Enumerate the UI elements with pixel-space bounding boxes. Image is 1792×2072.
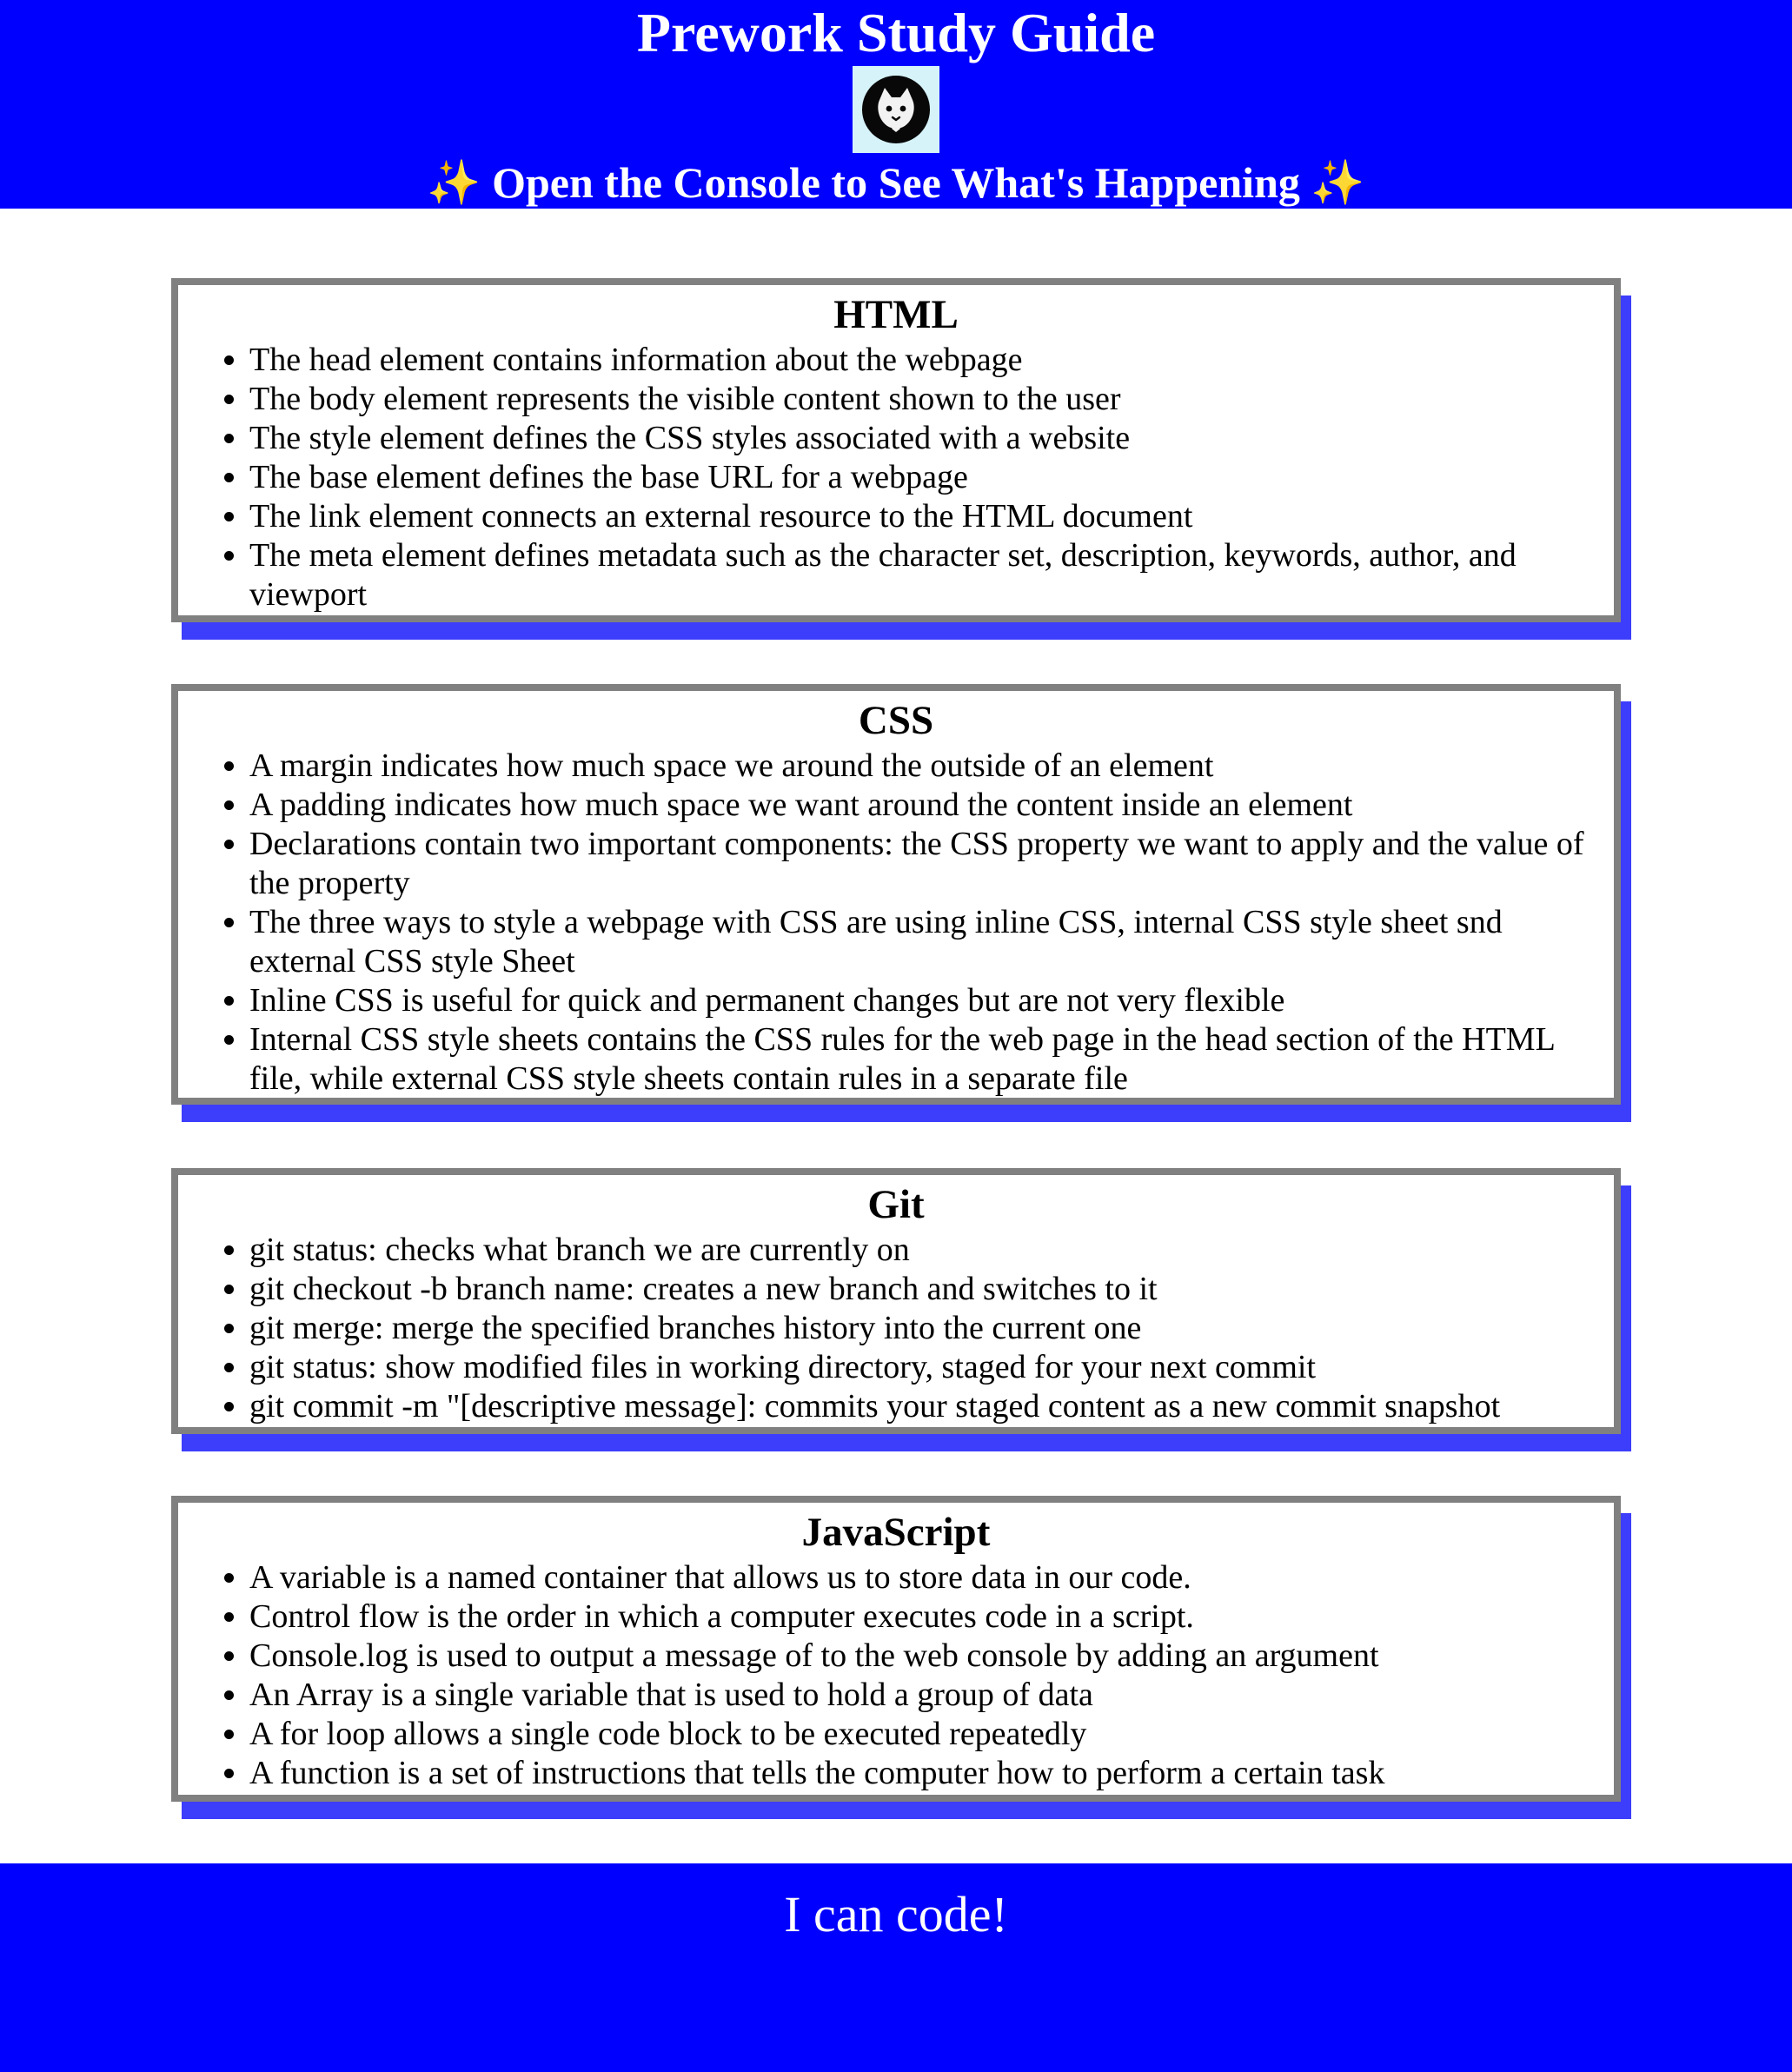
list-item: • The link element connects an external resource to the HTML document xyxy=(249,497,1614,536)
list-item: • The three ways to style a webpage with CSS are using inline CSS, internal CSS style sheet snd external CSS style Sheet xyxy=(249,903,1614,981)
css-section-title: CSS xyxy=(858,698,934,743)
list-item: • The head element contains information about the webpage xyxy=(249,341,1614,380)
list-item: • A variable is a named container that allows us to store data in our code. xyxy=(249,1558,1614,1597)
console-hint xyxy=(0,155,1792,210)
list-item: • git status: checks what branch we are currently on xyxy=(249,1231,1614,1270)
list-item: • git checkout -b branch name: creates a new branch and switches to it xyxy=(249,1270,1614,1309)
list-item: • Control flow is the order in which a computer executes code in a script. xyxy=(249,1597,1614,1637)
git-section xyxy=(171,1168,1621,1434)
list-item: • The meta element defines metadata such as the character set, description, keywords, author, and viewport xyxy=(249,536,1614,614)
list-item: • git merge: merge the specified branches history into the current one xyxy=(249,1309,1614,1348)
list-item: • Internal CSS style sheets contains the CSS rules for the web page in the head section of the HTML file, while external CSS style sheets contain rules in a separate file xyxy=(249,1020,1614,1099)
list-item: • git status: show modified files in working directory, staged for your next commit xyxy=(249,1348,1614,1387)
git-section-title: Git xyxy=(867,1182,925,1227)
footer-text: I can code! xyxy=(784,1886,1008,1942)
list-item: • A function is a set of instructions that tells the computer how to perform a certain task xyxy=(249,1754,1614,1793)
list-item: • An Array is a single variable that is used to hold a group of data xyxy=(249,1676,1614,1715)
css-list xyxy=(178,747,1614,1099)
list-item: • Inline CSS is useful for quick and permanent changes but are not very flexible xyxy=(249,981,1614,1020)
list-item: • Declarations contain two important components: the CSS property we want to apply and the value of the property xyxy=(249,825,1614,903)
sparkles-icon: ✨ xyxy=(427,158,481,207)
html-list xyxy=(178,341,1614,614)
list-item: • git commit -m "[descriptive message]: commits your staged content as a new commit snapshot xyxy=(249,1387,1614,1426)
list-item: • The style element defines the CSS styles associated with a website xyxy=(249,419,1614,458)
page-header xyxy=(0,0,1792,209)
css-section xyxy=(171,684,1621,1105)
page-title: Prework Study Guide xyxy=(636,2,1156,63)
list-item: • The body element represents the visible content shown to the user xyxy=(249,380,1614,419)
html-section xyxy=(171,278,1621,622)
list-item: • A margin indicates how much space we around the outside of an element xyxy=(249,747,1614,786)
page-footer xyxy=(0,1863,1792,2072)
sparkles-icon: ✨ xyxy=(1311,158,1365,207)
logo xyxy=(853,66,939,153)
console-hint-text: Open the Console to See What's Happening xyxy=(492,158,1300,207)
git-list xyxy=(178,1231,1614,1426)
list-item: • Console.log is used to output a message of to the web console by adding an argument xyxy=(249,1637,1614,1676)
javascript-section-title: JavaScript xyxy=(801,1510,991,1555)
javascript-list xyxy=(178,1558,1614,1793)
list-item: • The base element defines the base URL for a webpage xyxy=(249,458,1614,497)
html-section-title: HTML xyxy=(833,292,959,337)
list-item: • A padding indicates how much space we want around the content inside an element xyxy=(249,786,1614,825)
javascript-section xyxy=(171,1496,1621,1802)
list-item: • A for loop allows a single code block to be executed repeatedly xyxy=(249,1715,1614,1754)
cat-icon xyxy=(853,66,939,153)
